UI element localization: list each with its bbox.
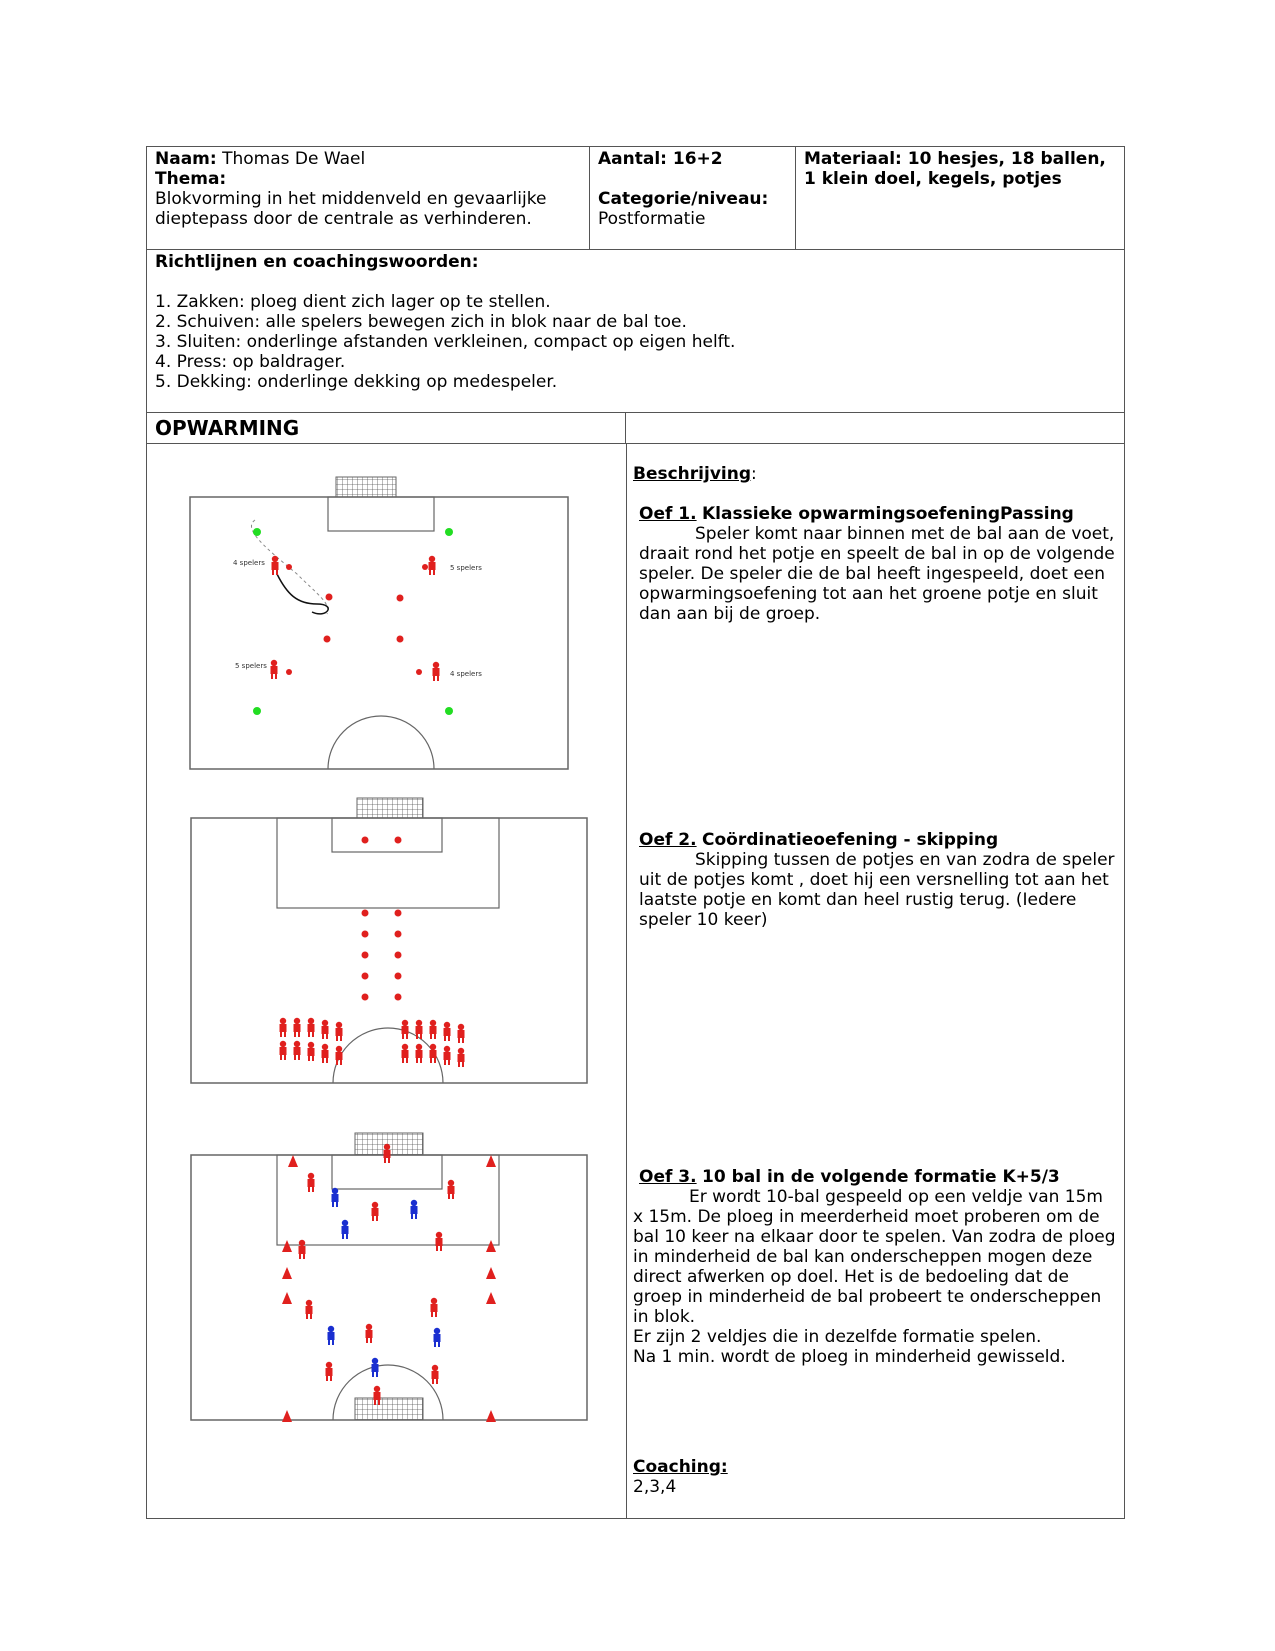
label-4-spelers: 4 spelers bbox=[450, 670, 482, 678]
exercise-text: Speler komt naar binnen met de bal aan de voet, draait rond het potje en speelt de bal in op de volgende speler. De speler die de bal heeft ingespeeld, doet een opwarmingsoefening tot aan het groene potje en sluit dan aan bij de groep. bbox=[639, 524, 1115, 624]
exercise-title: Klassieke opwarmingsoefeningPassing bbox=[702, 504, 1074, 524]
exercise-number: Oef 1. bbox=[639, 504, 697, 524]
category-label: Categorie/niveau: bbox=[598, 189, 769, 209]
diagrams-column bbox=[147, 444, 627, 1518]
guideline-item: 1. Zakken: ploeg dient zich lager op te stellen. bbox=[155, 292, 551, 312]
cone-dot bbox=[362, 910, 369, 917]
exercise-title: 10 bal in de volgende formatie K+5/3 bbox=[702, 1167, 1060, 1187]
coaching-value: 2,3,4 bbox=[633, 1477, 677, 1497]
field-1 bbox=[190, 477, 568, 769]
cone-dot bbox=[395, 973, 402, 980]
exercise-number: Oef 3. bbox=[639, 1167, 697, 1187]
count-label: Aantal: 16+2 bbox=[598, 149, 723, 169]
header-row bbox=[147, 147, 1124, 250]
label-5-spelers: 5 spelers bbox=[235, 662, 267, 670]
label-4-spelers: 4 spelers bbox=[233, 559, 265, 567]
coaching bbox=[633, 1457, 1118, 1497]
coaching-label: Coaching: bbox=[633, 1457, 728, 1477]
name-theme-cell bbox=[147, 147, 590, 249]
theme-value: Blokvorming in het middenveld en gevaarlijke dieptepass door de centrale as verhinderen. bbox=[155, 189, 547, 229]
name-value: Thomas De Wael bbox=[222, 149, 366, 169]
section-title: OPWARMING bbox=[147, 413, 626, 443]
guideline-item: 5. Dekking: onderlinge dekking op medespeler. bbox=[155, 372, 558, 392]
guideline-item: 2. Schuiven: alle spelers bewegen zich in blok naar de bal toe. bbox=[155, 312, 687, 332]
material-cell bbox=[796, 147, 1124, 249]
warmup-header-row bbox=[147, 413, 1124, 444]
cone-dot bbox=[395, 910, 402, 917]
session-sheet bbox=[146, 146, 1125, 1519]
theme-label: Thema: bbox=[155, 169, 227, 189]
cone-dot bbox=[362, 994, 369, 1001]
exercise-number: Oef 2. bbox=[639, 830, 697, 850]
guideline-item: 3. Sluiten: onderlinge afstanden verkleinen, compact op eigen helft. bbox=[155, 332, 736, 352]
green-cone bbox=[253, 528, 261, 536]
exercise-3 bbox=[633, 1167, 1118, 1367]
exercise-title: Coördinatieoefening - skipping bbox=[702, 830, 999, 850]
cone-dot bbox=[395, 994, 402, 1001]
count-category-cell bbox=[590, 147, 796, 249]
description-label: Beschrijving bbox=[633, 464, 752, 484]
cone-dot bbox=[395, 952, 402, 959]
exercise-extra: Na 1 min. wordt de ploeg in minderheid gewisseld. bbox=[633, 1347, 1066, 1367]
field-3 bbox=[191, 1133, 587, 1422]
exercise-text: Skipping tussen de potjes en van zodra de speler uit de potjes komt , doet hij een versnelling tot aan het laatste potje en komt dan heel rustig terug. (Iedere speler 10 keer) bbox=[639, 850, 1115, 930]
material-label: Materiaal: 10 hesjes, 18 ballen, 1 klein doel, kegels, potjes bbox=[804, 149, 1106, 189]
name-label: Naam: bbox=[155, 149, 217, 169]
cone-dot bbox=[362, 952, 369, 959]
cone-dot bbox=[362, 931, 369, 938]
exercise-extra: Er zijn 2 veldjes die in dezelfde formatie spelen. bbox=[633, 1327, 1042, 1347]
category-value: Postformatie bbox=[598, 209, 706, 229]
exercise-text: Er wordt 10-bal gespeeld op een veldje van 15m x 15m. De ploeg in meerderheid moet proberen om de bal 10 keer na elkaar door te spelen. Van zodra de ploeg in minderheid de bal kan onderscheppen mogen deze direct afwerken op doel. Het is de bedoeling dat de groep in minderheid de bal probeert te onderscheppen in blok. bbox=[633, 1187, 1116, 1327]
cone-dot bbox=[395, 931, 402, 938]
diagram-exercise-1 bbox=[147, 444, 626, 1518]
guidelines bbox=[147, 250, 743, 412]
guidelines-title: Richtlijnen en coachingswoorden: bbox=[155, 252, 479, 272]
green-cone bbox=[445, 707, 453, 715]
exercise-2 bbox=[639, 830, 1118, 930]
description-column bbox=[627, 444, 1124, 1518]
warmup-content bbox=[147, 444, 1124, 1518]
green-cone bbox=[253, 707, 261, 715]
exercise-1 bbox=[639, 504, 1118, 624]
guidelines-row bbox=[147, 250, 1124, 413]
green-cone bbox=[445, 528, 453, 536]
field-2 bbox=[191, 798, 587, 1083]
cone-dot bbox=[362, 973, 369, 980]
guideline-item: 4. Press: op baldrager. bbox=[155, 352, 346, 372]
description-heading: Beschrijving: bbox=[633, 464, 757, 484]
label-5-spelers: 5 spelers bbox=[450, 564, 482, 572]
